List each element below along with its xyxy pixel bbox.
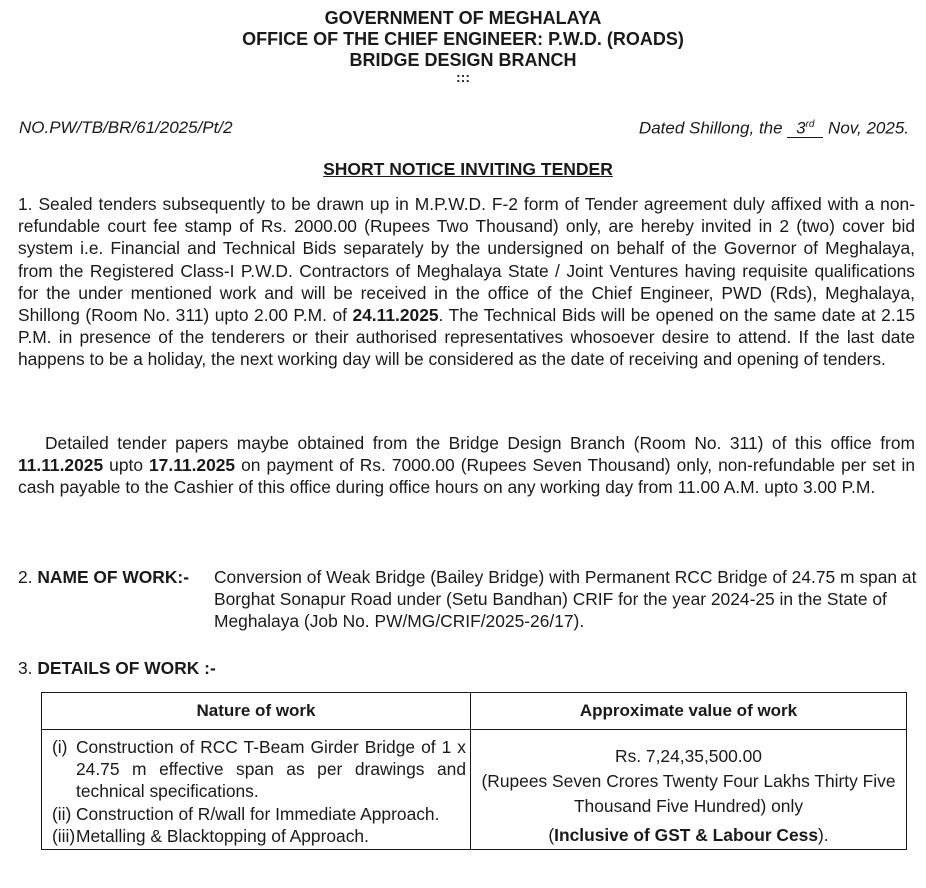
name-of-work-heading: [18, 566, 189, 588]
paragraph-1-text-a: 1. Sealed tenders subsequently to be drawn up in M.P.W.D. F-2 form of Tender agreement duly affixed with a non-refundable court fee stamp of Rs. 2000.00 (Rupees Two Thousand) only, are hereby invited in 2 (two) cover bid system i.e. Financial and Technical Bids separately by the undersigned on behalf of the Governor of Meghalaya, from the Registered Class-I P.W.D. Contractors of Meghalaya State / Joint Ventures having requisite qualifications for the under mentioned work and will be received in the office of the Chief Engineer, PWD (Rds), Meghalaya, Shillong (Room No. 311) upto 2.00 P.M. of: [18, 194, 915, 326]
date-day-number: 3: [796, 118, 806, 138]
work-details-table: [41, 692, 907, 850]
work-item-text: Metalling & Blacktopping of Approach.: [76, 825, 369, 846]
reference-date: [639, 117, 909, 140]
section-3-number: 3.: [18, 658, 38, 678]
notice-title-text: SHORT NOTICE INVITING TENDER: [323, 159, 613, 179]
date-day: [787, 117, 823, 138]
submission-deadline: 24.11.2025: [352, 305, 439, 326]
details-of-work-heading: [18, 657, 216, 679]
header-nature-of-work: Nature of work: [42, 693, 471, 730]
sale-start-date: 11.11.2025: [18, 455, 104, 476]
section-2-number: 2.: [18, 567, 38, 587]
date-day-suffix: rd: [805, 119, 815, 130]
work-item-text: Construction of RCC T-Beam Girder Bridge of 1 x 24.75 m effective span as per drawings and technical specifications.: [76, 737, 466, 802]
gst-close: ).: [818, 825, 829, 845]
paragraph-1: [18, 193, 915, 371]
gst-note-text: Inclusive of GST & Labour Cess: [554, 825, 818, 845]
work-item-number: (iii): [52, 825, 76, 846]
gst-note: [472, 823, 905, 848]
letterhead: [0, 8, 926, 83]
table-row: [42, 730, 907, 850]
value-cell: [471, 730, 907, 850]
work-item-number: (ii): [52, 803, 72, 824]
paragraph-2: [18, 432, 915, 499]
header-approximate-value: Approximate value of work: [471, 693, 907, 730]
gst-open: (: [548, 825, 555, 845]
paragraph-2-text-a: Detailed tender papers maybe obtained from the Bridge Design Branch (Room No. 311) of this office from: [45, 433, 915, 453]
date-suffix: Nov, 2025.: [823, 118, 909, 138]
letterhead-government: GOVERNMENT OF MEGHALAYA: [324, 8, 602, 28]
work-item: [52, 803, 466, 825]
work-items-cell: [42, 730, 471, 850]
table-header-row: [42, 693, 907, 730]
work-item: [52, 736, 466, 803]
work-item-text: Construction of R/wall for Immediate Approach.: [76, 803, 440, 824]
paragraph-1-text-b: . The Technical Bids will be opened on the same date at 2.15 P.M. in presence of the tenderers or their authorised representatives whosoever desire to attend. If the last date happens to be a holiday, the next working day will be considered as the date of receiving and opening of tenders.: [18, 305, 915, 370]
work-item-number: (i): [52, 737, 68, 757]
letterhead-separator: :::: [456, 69, 470, 85]
reference-number: NO.PW/TB/BR/61/2025/Pt/2: [19, 118, 233, 137]
paragraph-2-text-mid: upto: [103, 455, 150, 476]
letterhead-branch: BRIDGE DESIGN BRANCH: [349, 50, 577, 70]
section-2-label: NAME OF WORK:-: [37, 567, 190, 587]
section-3-label: DETAILS OF WORK :-: [37, 658, 216, 678]
approximate-value-words: (Rupees Seven Crores Twenty Four Lakhs Thirty Five Thousand Five Hundred) only: [481, 771, 896, 816]
work-description: Conversion of Weak Bridge (Bailey Bridge) with Permanent RCC Bridge of 24.75 m span at Borghat Sonapur Road under (Setu Bandhan) CRIF for the year 2024-25 in the State of Meghalaya (Job No. PW/MG/CRIF/2025-26/17).: [214, 567, 917, 632]
letterhead-office: OFFICE OF THE CHIEF ENGINEER: P.W.D. (ROADS): [242, 29, 684, 49]
paragraph-2-text-b: on payment of Rs. 7000.00 (Rupees Seven Thousand) only, non-refundable per set in cash payable to the Cashier of this office during office hours on any working day from 11.00 A.M. upto 3.00 P.M.: [18, 455, 915, 498]
notice-title: [0, 158, 926, 180]
approximate-value-amount: Rs. 7,24,35,500.00: [615, 746, 762, 766]
date-prefix: Dated Shillong, the: [638, 118, 788, 138]
sale-end-date: 17.11.2025: [149, 455, 236, 476]
work-item: [52, 825, 466, 847]
